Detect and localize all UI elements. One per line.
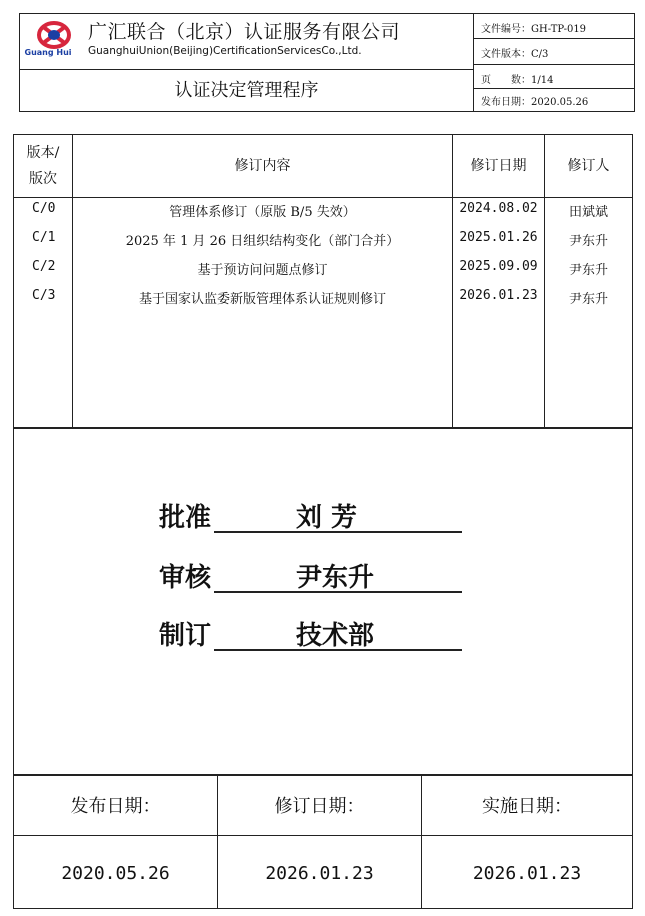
row-content: 管理体系修订（原版 B/5 失效） xyxy=(169,205,356,220)
row-content: 2025 年 1 月 26 日组织结构变化（部门合并） xyxy=(125,234,400,249)
header-version-line1: 版本/ xyxy=(26,145,60,161)
row-date: 2025.09.09 xyxy=(459,259,538,274)
company-name-cn: 广汇联合（北京）认证服务有限公司 xyxy=(88,21,401,43)
header-divider xyxy=(474,64,635,65)
revise-date-value: 2026.01.23 xyxy=(265,862,374,884)
row-divider xyxy=(14,427,632,429)
document-title: 认证决定管理程序 xyxy=(174,80,319,101)
doc-number: 文件编号：GH-TP-019 xyxy=(481,24,587,35)
row-reviser: 尹东升 xyxy=(568,234,608,249)
header-date: 修订日期 xyxy=(470,158,527,174)
header-version-line2: 版次 xyxy=(29,171,57,187)
row-reviser: 田斌斌 xyxy=(568,205,608,220)
row-reviser: 尹东升 xyxy=(568,263,608,278)
header-divider xyxy=(473,14,474,112)
header-version xyxy=(14,135,72,197)
publish-date-meta: 发布日期：2020.05.26 xyxy=(481,97,589,108)
review-name: 尹东升 xyxy=(296,563,375,593)
approve-row xyxy=(14,497,634,537)
row-date: 2025.01.26 xyxy=(459,230,538,245)
row-content: 基于预访问问题点修订 xyxy=(197,263,328,278)
row-date: 2024.08.02 xyxy=(459,201,538,216)
document-header xyxy=(19,13,635,112)
logo-text: Guang Hui xyxy=(24,48,72,57)
approve-name: 刘 芳 xyxy=(296,503,358,533)
header-divider xyxy=(474,38,635,39)
revision-and-approval-table xyxy=(13,134,633,909)
approve-label: 批准 xyxy=(159,503,212,533)
effective-date-label: 实施日期： xyxy=(482,796,572,817)
review-row xyxy=(14,557,634,597)
row-version: C/1 xyxy=(32,230,56,245)
row-version: C/2 xyxy=(32,259,56,274)
revise-date-label: 修订日期： xyxy=(274,796,365,817)
header-reviser: 修订人 xyxy=(567,158,610,174)
draft-label: 制订 xyxy=(159,621,212,651)
draft-row xyxy=(14,615,634,655)
row-date: 2026.01.23 xyxy=(459,288,538,303)
publish-date-label: 发布日期： xyxy=(70,796,161,817)
row-divider xyxy=(14,835,632,836)
row-content: 基于国家认监委新版管理体系认证规则修订 xyxy=(138,292,386,307)
company-logo-icon xyxy=(32,20,76,66)
header-divider xyxy=(474,88,635,89)
row-divider xyxy=(14,197,632,198)
page-count: 页 数：1/14 xyxy=(481,75,554,86)
header-divider xyxy=(20,69,473,70)
row-version: C/3 xyxy=(32,288,56,303)
effective-date-value: 2026.01.23 xyxy=(472,862,582,884)
row-version: C/0 xyxy=(32,201,56,216)
publish-date-value: 2020.05.26 xyxy=(61,862,170,884)
review-label: 审核 xyxy=(159,563,212,593)
company-name-en: GuanghuiUnion(Beijing)CertificationServicesCo.,Ltd. xyxy=(88,45,362,57)
header-content: 修订内容 xyxy=(234,158,291,174)
row-reviser: 尹东升 xyxy=(568,292,608,307)
doc-version: 文件版本：C/3 xyxy=(481,49,549,60)
draft-name: 技术部 xyxy=(296,621,375,651)
